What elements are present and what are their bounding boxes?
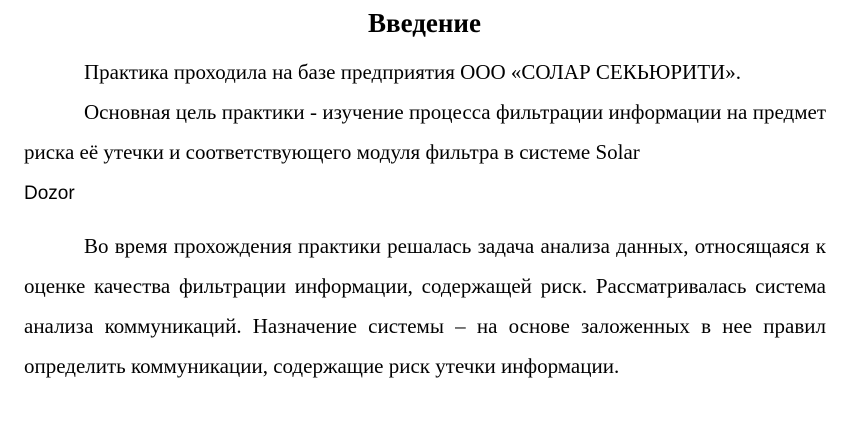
paragraph-practice-goal-text: Основная цель практики - изучение процесса фильтрации информации на предмет риска её утечки и соответствующего модуля фильтра в системе Solar (24, 100, 826, 164)
paragraph-practice-goal (24, 92, 826, 214)
section-title: Введение (368, 8, 481, 38)
paragraph-practice-location: Практика проходила на базе предприятия ООО «СОЛАР СЕКЬЮРИТИ». (84, 60, 741, 84)
paragraph-practice-task: Во время прохождения практики решалась задача анализа данных, относящаяся к оценке качества фильтрации информации, содержащей риск. Рассматривалась система анализа коммуникаций. Назначение системы – на основе заложенных в нее правил определить коммуникации, содержащие риск утечки информации. (24, 234, 826, 378)
paragraph-practice-goal-product-name: Dozor (24, 183, 75, 204)
